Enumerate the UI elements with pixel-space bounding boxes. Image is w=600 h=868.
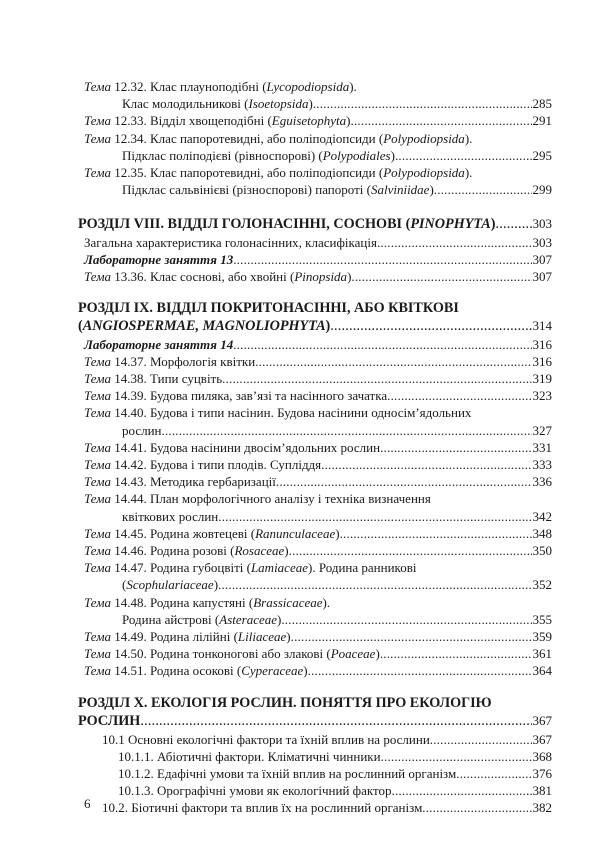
toc-topic-label: Тема [84,269,112,285]
toc-dot-leader [351,268,531,285]
toc-dot-leader [392,782,532,799]
toc-page-number: 327 [532,422,552,438]
toc-title-text: 14.40. Будова і типи насінин. Будова насінини односім’ядольних [111,405,472,421]
toc-line [84,422,552,439]
toc-dot-leader [308,662,532,679]
toc-line [84,765,552,782]
toc-dot-leader [380,645,532,662]
toc-title [84,234,377,251]
toc-line [84,662,552,679]
page-number: 6 [84,796,91,811]
toc-topic-label: Тема [84,113,112,129]
toc-page-number: 352 [532,577,552,593]
toc-title [84,645,380,662]
toc-title-suffix: ). [349,79,357,94]
toc-title-text: 14.44. План морфологічного аналізу і техніка визначення [111,491,431,507]
toc-title-text: рослин [122,422,162,438]
toc-page-number: 331 [532,439,552,455]
toc-title [102,799,422,816]
table-of-contents [78,78,552,817]
toc-title-suffix: ) [286,628,291,644]
toc-entry [84,645,552,662]
toc-title [84,525,340,542]
toc-page-number: 367 [532,713,552,729]
toc-title [84,78,357,95]
toc-dot-leader [222,370,531,387]
toc-latin-name: Polypodiopsida [383,130,465,146]
toc-title-text: Лабораторне заняття 14 [84,336,234,352]
toc-title-suffix: ) [375,646,380,662]
toc-title-suffix: ) [277,611,282,627]
toc-line [84,645,552,662]
toc-title [84,456,321,473]
toc-dot-leader [330,318,531,336]
toc-topic-label: Тема [84,456,112,472]
toc-topic-label: Тема [84,370,112,386]
toc-line [84,611,552,628]
toc-title [84,662,308,679]
toc-line [84,628,552,645]
toc-entry [84,628,552,645]
toc-dot-leader [140,713,531,731]
toc-line [84,542,552,559]
toc-topic-label: Тема [84,405,112,421]
toc-dot-leader [281,611,531,628]
toc-dot-leader [218,576,531,593]
toc-page-number: 314 [532,318,552,334]
toc-line [84,268,552,285]
toc-latin-name: Asteraceae [219,611,278,627]
toc-entry [84,594,552,628]
toc-line [84,490,552,507]
toc-title-suffix: ) [346,113,351,129]
toc-entry [84,251,552,268]
toc-dot-leader [496,216,532,234]
toc-line [84,130,552,147]
toc-topic-label: Тема [84,542,112,558]
toc-title-text: 14.49. Родина лілійні ( [111,628,238,644]
toc-title-suffix: ) [490,216,496,233]
toc-entry [84,439,552,456]
toc-line [84,439,552,456]
toc-latin-name: Polypodiales [322,147,391,163]
toc-page-number: 303 [532,216,552,232]
toc-page-number: 382 [532,800,552,816]
toc-latin-name: Lycopodiopsida [266,79,350,94]
toc-topic-label: Тема [84,388,112,404]
toc-latin-name: Isoetopsida [248,96,309,112]
toc-topic-label: Тема [84,491,112,507]
toc-page-number: 361 [532,646,552,662]
toc-dot-leader [233,336,531,353]
toc-entry [84,268,552,285]
toc-line [84,112,552,129]
toc-dot-leader [340,525,532,542]
toc-line [84,525,552,542]
toc-title-text: 14.46. Родина розові ( [111,542,235,558]
toc-line [84,164,552,181]
toc-title [78,695,492,713]
toc-entry [84,387,552,404]
toc-title-suffix: ) [325,318,331,335]
toc-title [84,336,233,353]
toc-dot-leader [162,422,532,439]
toc-title-suffix: ) [429,182,434,198]
toc-topic-label: Тема [84,474,112,490]
toc-title [78,318,330,336]
toc-title [84,439,380,456]
toc-page-number: 303 [532,234,552,250]
toc-entry [84,353,552,370]
toc-title [78,216,496,234]
toc-entry [84,765,552,782]
toc-title [84,559,416,576]
toc-entry [84,234,552,251]
toc-line [84,594,552,611]
toc-page-number: 291 [532,113,552,129]
toc-line [84,748,552,765]
toc-title [118,748,381,765]
toc-title-text: 10.1.3. Орографічні умови як екологічний фактор [118,783,392,799]
toc-title [78,713,140,731]
toc-dot-leader [321,456,531,473]
toc-latin-name: Polypodiopsida [383,165,465,181]
toc-title-text: квіткових рослин [122,508,219,524]
toc-title-text: 12.32. Клас плауноподібні ( [111,79,267,94]
toc-title-text: ( [78,318,83,335]
toc-title-text: Клас молодильникові ( [122,96,249,112]
toc-title [122,181,434,198]
toc-entry [84,525,552,542]
toc-title-text: 12.33. Відділ хвощеподібні ( [111,113,272,129]
toc-title-suffix: ). Родина ранникові [308,560,417,576]
toc-entry [84,456,552,473]
toc-dot-leader [377,234,532,251]
toc-title [84,268,351,285]
toc-latin-name: Scophulariaceae [126,577,214,593]
toc-latin-name: PINOPHYTA [410,216,491,233]
toc-dot-leader [381,748,532,765]
toc-line [84,147,552,164]
toc-title [84,594,330,611]
toc-entry [84,799,552,816]
toc-title [84,112,351,129]
toc-dot-leader [289,542,532,559]
toc-title-text: 10.2. Біотичні фактори та вплив їх на рослинний організм [102,800,423,816]
toc-page-number: 316 [532,336,552,352]
toc-title [84,490,431,507]
toc-page-number: 285 [532,96,552,112]
toc-page-number: 342 [532,508,552,524]
toc-title-text: РОСЛИН [78,713,141,730]
toc-title-text: Підклас поліподієві (рівноспорові) ( [122,147,323,163]
toc-dot-leader [456,765,531,782]
toc-title [122,147,395,164]
toc-title [122,422,162,439]
toc-topic-label: Тема [84,560,112,576]
toc-dot-leader [434,181,532,198]
toc-page-number: 368 [532,748,552,764]
toc-title-text: 14.51. Родина осокові ( [111,663,242,679]
toc-line [84,576,552,593]
toc-latin-name: Lamiaceae [250,560,308,576]
toc-line [84,251,552,268]
toc-line [84,782,552,799]
toc-title [122,576,218,593]
toc-dot-leader [276,473,532,490]
toc-line [84,234,552,251]
toc-title-text: 13.36. Клас соснові, або хвойні ( [111,269,295,285]
toc-topic-label: Тема [84,79,112,94]
toc-title-suffix: ). [464,130,473,146]
toc-entry [84,130,552,164]
toc-title [118,765,456,782]
toc-line [84,456,552,473]
toc-title [122,611,281,628]
toc-title-suffix: ) [303,663,308,679]
toc-title [84,628,291,645]
toc-dot-leader [313,95,532,112]
toc-entry [84,748,552,765]
toc-page-number: 364 [532,663,552,679]
toc-latin-name: Rosaceae [234,542,285,558]
toc-line [84,370,552,387]
toc-page-number: 307 [532,252,552,268]
toc-page-number: 307 [532,269,552,285]
toc-title-suffix: ) [390,147,395,163]
toc-title-text: 12.34. Клас папоротевидні, або поліподіопсиди ( [111,130,384,146]
toc-title-text: 14.38. Типи суцвіть [111,370,223,386]
toc-title [84,251,233,268]
toc-title-suffix: ) [213,577,219,593]
toc-section-heading [78,300,552,336]
toc-line [84,95,552,112]
toc-title-text: РОЗДІЛ IX. ВІДДІЛ ПОКРИТОНАСІННІ, АБО КВІТКОВІ [78,299,459,316]
toc-page-number: 367 [532,731,552,747]
toc-line [84,387,552,404]
toc-entry [84,490,552,524]
toc-title-text: 14.42. Будова і типи плодів. Супліддя [111,456,322,472]
toc-title-text: Загальна характеристика голонасінних, класифікація [84,234,377,250]
toc-topic-label: Тема [84,130,112,146]
toc-line [78,215,552,234]
toc-line [84,404,552,421]
toc-entry [84,559,552,593]
toc-line [84,78,552,95]
toc-dot-leader [387,387,531,404]
toc-topic-label: Тема [84,594,112,610]
toc-entry [84,164,552,198]
toc-title-text: ( [122,577,127,593]
toc-topic-label: Тема [84,439,112,455]
toc-line [78,695,552,713]
toc-line [84,473,552,490]
toc-page-number: 381 [532,783,552,799]
toc-page-number: 333 [532,456,552,472]
toc-title-text: 14.50. Родина тонконогові або злакові ( [111,646,331,662]
toc-dot-leader [395,147,532,164]
toc-title-text: Лабораторне заняття 13 [84,252,234,268]
toc-title-text: РОЗДІЛ Х. ЕКОЛОГІЯ РОСЛИН. ПОНЯТТЯ ПРО ЕКОЛОГІЮ [78,694,492,711]
toc-title [84,130,472,147]
toc-page-number: 323 [532,388,552,404]
toc-page-number: 336 [532,474,552,490]
toc-line [84,336,552,353]
toc-dot-leader [255,353,531,370]
toc-title-text: Родина айстрові ( [122,611,220,627]
toc-page-number: 299 [532,182,552,198]
toc-title [118,782,392,799]
toc-dot-leader [380,439,531,456]
toc-title-text: 10.1.2. Едафічні умови та їхній вплив на рослинний організм [118,766,457,781]
toc-topic-label: Тема [84,165,112,181]
toc-title-text: 14.43. Методика гербаризації [111,474,276,490]
toc-entry [84,404,552,438]
toc-section-heading [78,695,552,731]
toc-topic-label: Тема [84,628,112,644]
toc-line [78,300,552,318]
toc-title-text: Підклас сальвінієві (різноспорові) папороті ( [122,182,371,198]
toc-title [122,95,313,112]
toc-line [84,508,552,525]
toc-title-suffix: ). [322,594,331,610]
toc-title [78,300,459,318]
toc-title [84,387,387,404]
toc-page-number: 350 [532,542,552,558]
toc-title-text: 12.35. Клас папоротевидні, або поліподіопсиди ( [111,165,384,181]
toc-entry [84,78,552,112]
toc-title-text: 14.45. Родина жовтецеві ( [111,525,256,541]
toc-page-number: 316 [532,353,552,369]
toc-page-number: 355 [532,611,552,627]
toc-title [84,542,289,559]
toc-entry [84,782,552,799]
toc-dot-leader [233,251,531,268]
toc-dot-leader [351,112,532,129]
toc-title [84,370,222,387]
toc-line [78,712,552,731]
toc-latin-name: ANGIOSPERMAE, MAGNOLIOPHYTA [82,318,326,335]
toc-title [84,404,471,421]
toc-latin-name: Cyperaceae [241,663,304,679]
toc-title-text: 14.39. Будова пиляка, зав’язі та насінного зачатка [111,388,388,404]
toc-title [84,353,255,370]
toc-dot-leader [430,731,532,748]
toc-line [84,353,552,370]
toc-title-suffix: ) [347,269,352,285]
toc-page-number: 295 [532,147,552,163]
toc-dot-leader [291,628,532,645]
toc-entry [84,542,552,559]
toc-topic-label: Тема [84,525,112,541]
toc-latin-name: Salviniidae [370,182,430,198]
toc-latin-name: Liliaceae [237,628,287,644]
toc-title-text: 14.47. Родина губоцвіті ( [111,560,251,576]
toc-section-heading [78,215,552,234]
toc-title-text: 14.48. Родина капустяні ( [111,594,254,610]
toc-latin-name: Brassicaceae [253,594,323,610]
toc-title-suffix: ) [284,542,289,558]
toc-title-text: 10.1 Основні екологічні фактори та їхній вплив на рослини [102,731,430,747]
toc-dot-leader [422,799,531,816]
toc-title-suffix: ) [308,96,313,112]
toc-page-number: 376 [532,766,552,781]
toc-topic-label: Тема [84,353,112,369]
toc-title-text: 14.41. Будова насінини двосім’ядольних рослин [111,439,381,455]
toc-title [122,508,218,525]
toc-title [102,731,430,748]
toc-line [78,317,552,336]
toc-topic-label: Тема [84,663,112,679]
toc-dot-leader [218,508,531,525]
toc-topic-label: Тема [84,646,112,662]
toc-latin-name: Pinopsida [294,269,348,285]
toc-title-suffix: ). [464,165,473,181]
toc-line [84,181,552,198]
toc-entry [84,662,552,679]
toc-title [84,473,276,490]
toc-title-suffix: ) [335,525,340,541]
toc-page-number: 319 [532,370,552,386]
toc-latin-name: Poaceae [330,646,376,662]
toc-line [84,559,552,576]
toc-page-number: 348 [532,525,552,541]
toc-entry [84,473,552,490]
toc-entry [84,370,552,387]
toc-title [84,164,472,181]
toc-latin-name: Ranunculaceae [255,525,336,541]
toc-title-text: РОЗДІЛ VIII. ВІДДІЛ ГОЛОНАСІННІ, СОСНОВІ ( [78,216,411,233]
toc-page-number: 359 [532,628,552,644]
toc-entry [84,112,552,129]
toc-line [84,799,552,816]
toc-title-text: 10.1.1. Абіотичні фактори. Кліматичні чинники [118,748,381,764]
toc-line [84,731,552,748]
toc-title-text: 14.37. Морфологія квітки [111,353,256,369]
toc-latin-name: Eguisetophyta [271,113,347,129]
toc-entry [84,731,552,748]
toc-entry [84,336,552,353]
